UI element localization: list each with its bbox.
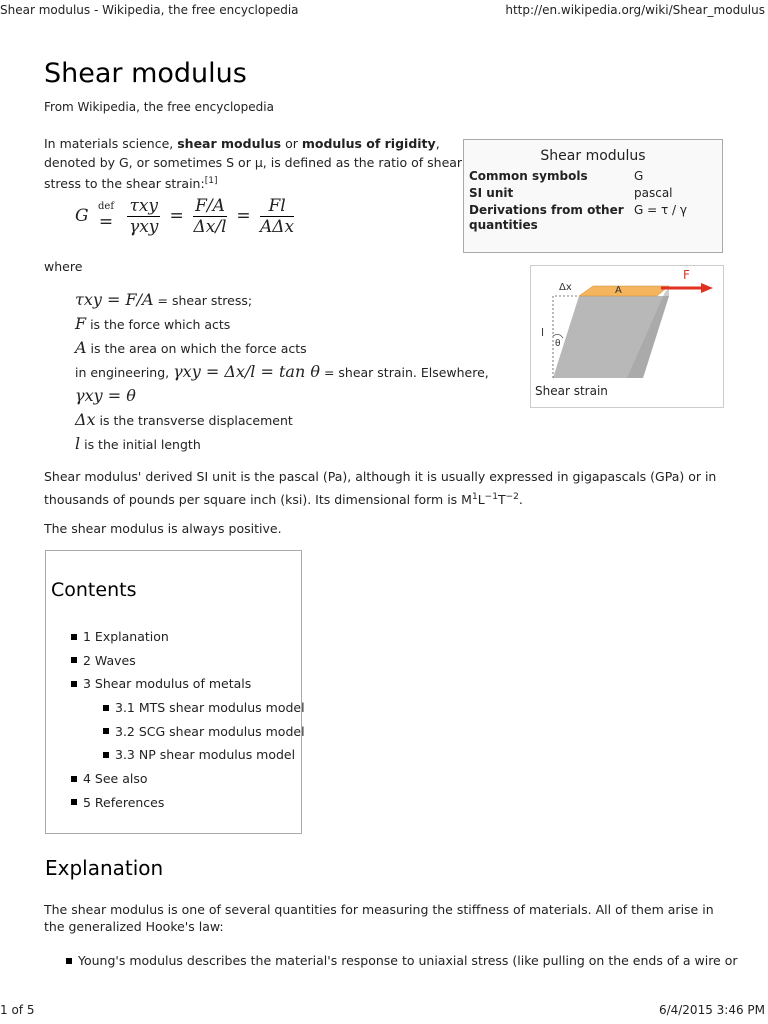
- formula-eq: =: [98, 212, 114, 232]
- fraction3-numerator: Fl: [260, 196, 294, 217]
- intro-text: In materials science,: [44, 136, 178, 151]
- toc-label: 5 References: [83, 794, 165, 810]
- length-label: l: [541, 326, 545, 339]
- infobox: [463, 139, 723, 253]
- reference-link[interactable]: [1]: [204, 176, 218, 186]
- shear-strain-diagram: [531, 266, 723, 384]
- infobox-table: [469, 168, 687, 234]
- infobox-row: [469, 168, 687, 185]
- units-l: L: [477, 492, 485, 508]
- definition-item: [75, 432, 489, 456]
- toc-title: Contents: [51, 579, 137, 601]
- infobox-value: pascal: [634, 186, 673, 200]
- page-url[interactable]: http://en.wikipedia.org/wiki/Shear_modulus: [505, 3, 765, 17]
- infobox-value: G: [634, 169, 644, 183]
- explanation-paragraph: The shear modulus is one of several quantities for measuring the stiffness of materials. All of them arise in the generalized Hooke's law:: [44, 902, 714, 934]
- def-math: l: [75, 434, 81, 453]
- definition-item: [75, 408, 489, 432]
- infobox-key: SI unit: [469, 186, 514, 200]
- units-t: T: [497, 492, 506, 508]
- formula-lhs: G: [75, 206, 89, 226]
- shear-strain-figure[interactable]: [530, 265, 724, 408]
- intro-paragraph: [44, 134, 464, 193]
- toc-label: 3.3 NP shear modulus model: [115, 747, 296, 763]
- theta-label: θ: [555, 339, 561, 349]
- toc-label: 3.1 MTS shear modulus model: [115, 700, 305, 716]
- bullet-icon: [66, 958, 72, 964]
- figure-caption: Shear strain: [535, 384, 608, 398]
- def-math: A: [75, 338, 87, 357]
- bullet-icon: [71, 799, 77, 805]
- toc-label: 3 Shear modulus of metals: [83, 676, 252, 692]
- units-end: .: [518, 492, 523, 508]
- page-title: Shear modulus: [44, 58, 247, 89]
- definition-item: [75, 360, 489, 384]
- bullet-icon: [71, 634, 77, 640]
- units-sup: 1: [471, 492, 478, 502]
- intro-definition: denoted by G, or sometimes S or μ, is defined as the ratio of shear stress to the shear strain:: [44, 155, 463, 192]
- intro-comma: ,: [435, 136, 440, 151]
- toc-item[interactable]: [46, 649, 305, 673]
- toc-item[interactable]: [46, 791, 305, 815]
- def-math: Δx: [75, 410, 96, 429]
- def-math: γxy = θ: [75, 386, 136, 405]
- area-label: A: [615, 285, 622, 296]
- def-math: γxy = Δx/l = tan θ: [173, 362, 320, 381]
- def-math: τxy = F/A: [75, 290, 154, 309]
- theta-arc: [553, 334, 563, 338]
- link-modulus-of-rigidity[interactable]: modulus of rigidity: [301, 136, 436, 151]
- bullet-icon: [103, 728, 109, 734]
- print-datetime: 6/4/2015 3:46 PM: [658, 1003, 765, 1017]
- page-number: 1 of 5: [0, 1003, 35, 1017]
- toc-item[interactable]: [46, 743, 305, 767]
- formula-def: def: [98, 201, 115, 212]
- force-arrowhead: [701, 283, 713, 293]
- list-item: [66, 953, 738, 968]
- fraction1-numerator: τxy: [129, 196, 159, 216]
- toc-label: 4 See also: [83, 771, 148, 787]
- window-title: Shear modulus - Wikipedia, the free encyclopedia: [0, 3, 299, 17]
- link-shear-modulus[interactable]: shear modulus: [177, 136, 282, 151]
- where-label: where: [44, 259, 83, 274]
- toc-item[interactable]: [46, 767, 305, 791]
- bullet-icon: [71, 657, 77, 663]
- def-text: = shear strain. Elsewhere,: [319, 365, 489, 380]
- def-text: is the transverse displacement: [95, 413, 293, 428]
- infobox-row: [469, 202, 687, 234]
- definition-item: [75, 312, 489, 336]
- toc-item[interactable]: [46, 625, 305, 649]
- def-text: is the area on which the force acts: [86, 341, 307, 356]
- fraction1-denominator: γxy: [129, 217, 159, 237]
- section-heading-explanation: Explanation: [45, 856, 164, 880]
- bullet-icon: [71, 776, 77, 782]
- toc-label: 3.2 SCG shear modulus model: [115, 723, 305, 739]
- dx-label: Δx: [559, 282, 572, 293]
- def-pre: in engineering,: [75, 365, 174, 380]
- toc-item[interactable]: [46, 720, 305, 744]
- intro-or: or: [281, 136, 302, 151]
- tagline: From Wikipedia, the free encyclopedia: [44, 100, 274, 114]
- units-paragraph: [44, 466, 734, 510]
- fraction3-denominator: AΔx: [259, 217, 295, 237]
- shear-modulus-formula: G def = $\frac{\text{τxy}}{\text{γxy}}$ = $\frac{F/A}{\Delta x/l}$ = $\frac{Fl}{\text{AΔx}}$: [75, 196, 295, 237]
- units-sup: −1: [484, 492, 498, 502]
- units-sup: −2: [505, 492, 519, 502]
- table-of-contents: [45, 550, 305, 834]
- infobox-title: Shear modulus: [540, 148, 646, 164]
- positive-paragraph: The shear modulus is always positive.: [44, 521, 282, 536]
- list-item-text: Young's modulus describes the material's response to uniaxial stress (like pulling on the ends of a wire or: [78, 953, 738, 968]
- toc-label: 1 Explanation: [83, 629, 169, 644]
- bullet-icon: [103, 705, 109, 711]
- infobox-key: Derivations from other quantities: [469, 203, 624, 232]
- fraction2-denominator: Δx/l: [193, 217, 227, 237]
- definition-item: [75, 336, 489, 360]
- top-face: [579, 286, 669, 296]
- bullet-icon: [103, 752, 109, 758]
- definitions-list: [75, 288, 489, 456]
- infobox-value: G = τ / γ: [634, 203, 687, 217]
- def-math: F: [75, 314, 87, 333]
- def-text: is the initial length: [80, 437, 201, 452]
- def-text: is the force which acts: [86, 317, 231, 332]
- toc-item[interactable]: [46, 672, 305, 696]
- fraction2-numerator: F/A: [195, 196, 225, 216]
- definition-item: [75, 288, 489, 312]
- bullet-icon: [71, 681, 77, 687]
- toc-list: [46, 625, 305, 815]
- force-label: F: [683, 268, 690, 282]
- def-text: = shear stress;: [153, 293, 253, 308]
- units-text: Shear modulus' derived SI unit is the pascal (Pa), although it is usually expressed in gigapascals (GPa) or in thousands of pounds per square inch (ksi). Its dimensional form is M: [44, 469, 717, 508]
- toc-item[interactable]: [46, 696, 305, 720]
- infobox-key: Common symbols: [469, 169, 588, 183]
- definition-item: [75, 384, 489, 408]
- toc-label: 2 Waves: [83, 652, 136, 668]
- infobox-row: [469, 185, 687, 202]
